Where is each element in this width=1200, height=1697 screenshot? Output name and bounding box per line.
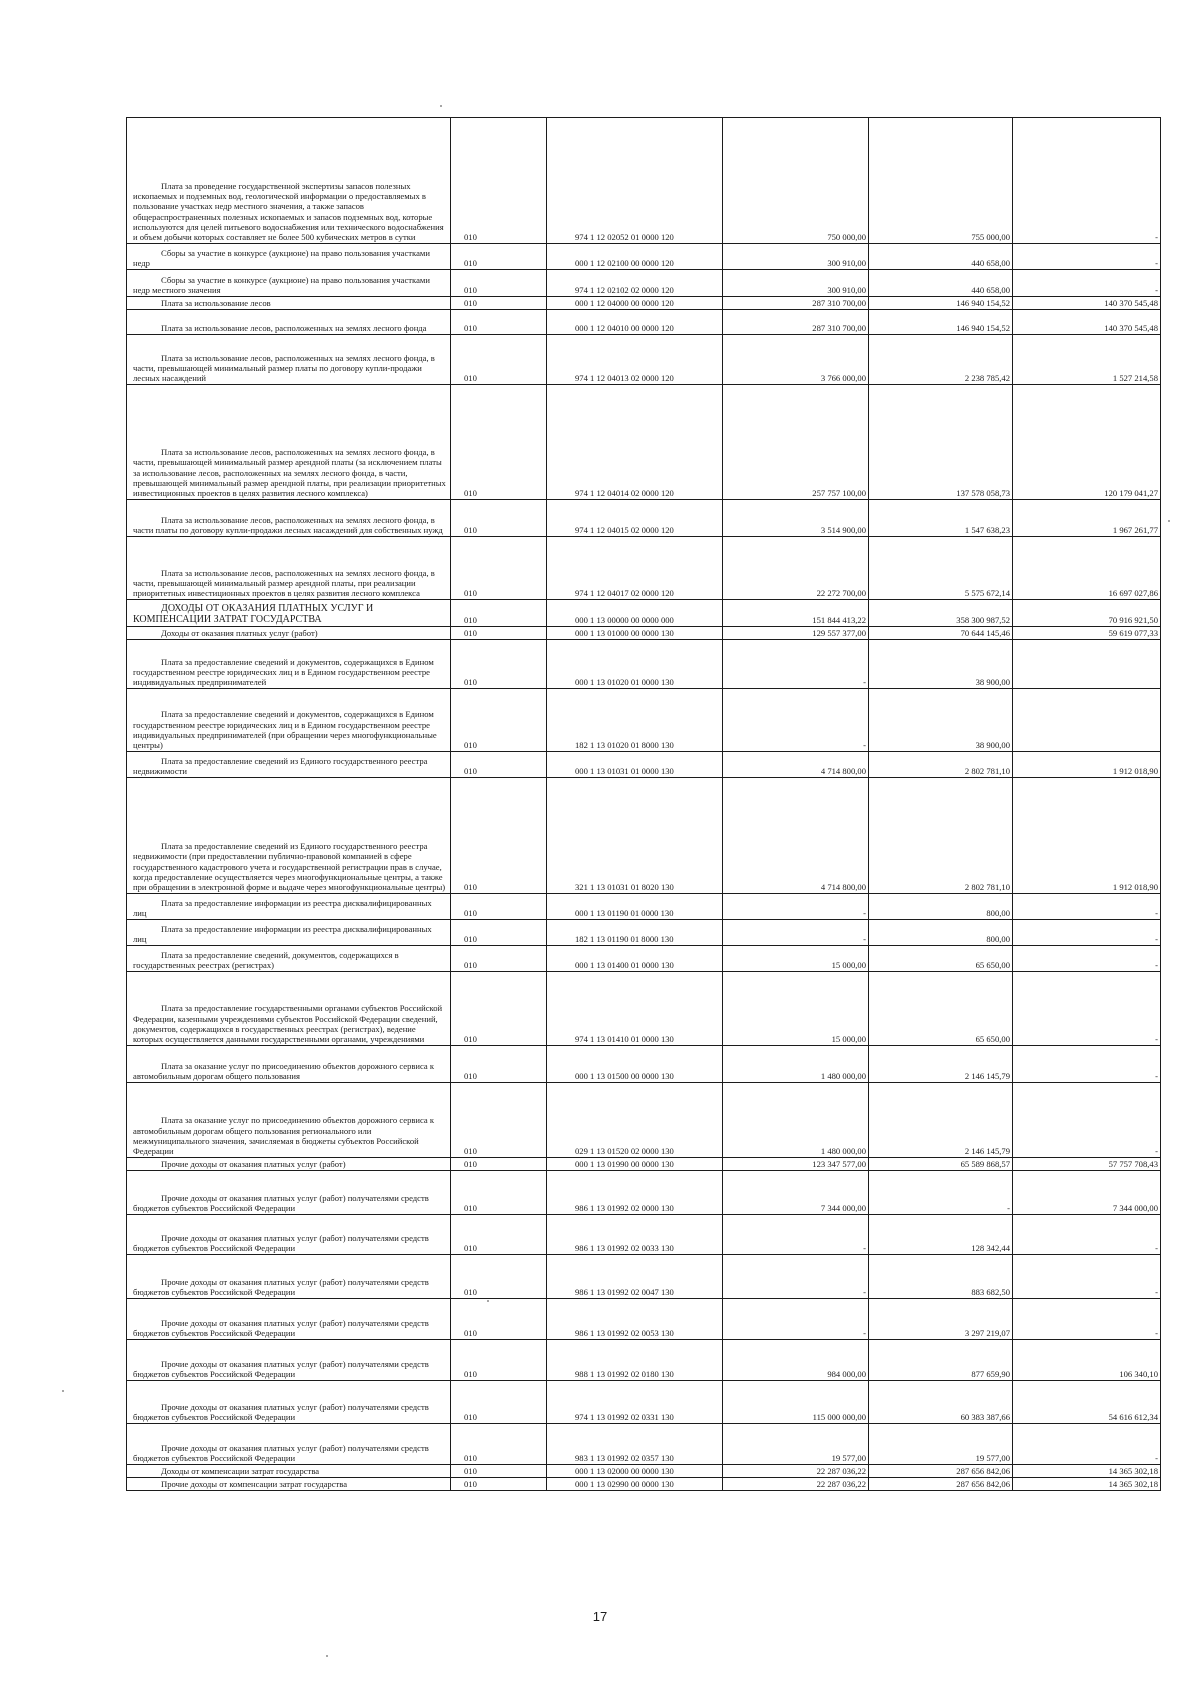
table-row bbox=[127, 1215, 1161, 1255]
table-row bbox=[127, 972, 1161, 1046]
table-row bbox=[127, 1171, 1161, 1215]
table-row bbox=[127, 627, 1161, 640]
unexecuted-amount: - bbox=[1013, 1299, 1161, 1340]
table-row bbox=[127, 500, 1161, 537]
executed-amount: 287 656 842,06 bbox=[869, 1465, 1013, 1478]
budget-classification-code: 986 1 13 01992 02 0000 130 bbox=[547, 1171, 723, 1215]
revenue-description: Прочие доходы от оказания платных услуг (работ) получателями средств бюджетов субъектов Российской Федерации bbox=[127, 1381, 451, 1424]
executed-amount: 2 146 145,79 bbox=[869, 1083, 1013, 1158]
revenue-description: Прочие доходы от оказания платных услуг (работ) bbox=[127, 1158, 451, 1171]
unexecuted-amount: - bbox=[1013, 1083, 1161, 1158]
approved-amount: 287 310 700,00 bbox=[723, 297, 869, 310]
line-code: 010 bbox=[451, 1215, 547, 1255]
unexecuted-amount: 54 616 612,34 bbox=[1013, 1381, 1161, 1424]
line-code: 010 bbox=[451, 1255, 547, 1299]
table-row bbox=[127, 1424, 1161, 1465]
unexecuted-amount: - bbox=[1013, 1424, 1161, 1465]
revenue-description: Плата за использование лесов bbox=[127, 297, 451, 310]
unexecuted-amount: 7 344 000,00 bbox=[1013, 1171, 1161, 1215]
executed-amount: 2 802 781,10 bbox=[869, 778, 1013, 894]
executed-amount: 146 940 154,52 bbox=[869, 297, 1013, 310]
approved-amount: - bbox=[723, 1255, 869, 1299]
table-row bbox=[127, 385, 1161, 500]
approved-amount: 22 287 036,22 bbox=[723, 1465, 869, 1478]
revenue-description: Прочие доходы от оказания платных услуг (работ) получателями средств бюджетов субъектов Российской Федерации bbox=[127, 1299, 451, 1340]
line-code: 010 bbox=[451, 1465, 547, 1478]
line-code: 010 bbox=[451, 1171, 547, 1215]
revenue-description: Плата за предоставление государственными органами субъектов Российской Федерации, казенными учреждениями субъектов Российской Федерации сведений, документов, содержащихся в государственных реестрах (регистрах), ведение которых осуществляется данными государственными органами, учреждениями bbox=[127, 972, 451, 1046]
unexecuted-amount: 1 967 261,77 bbox=[1013, 500, 1161, 537]
budget-classification-code: 000 1 12 04010 00 0000 120 bbox=[547, 310, 723, 335]
budget-classification-code: 974 1 13 01410 01 0000 130 bbox=[547, 972, 723, 1046]
unexecuted-amount: 1 912 018,90 bbox=[1013, 778, 1161, 894]
budget-classification-code: 986 1 13 01992 02 0053 130 bbox=[547, 1299, 723, 1340]
scan-speck bbox=[62, 1390, 64, 1392]
budget-classification-code: 000 1 12 02100 00 0000 120 bbox=[547, 244, 723, 270]
unexecuted-amount: 1 527 214,58 bbox=[1013, 335, 1161, 385]
approved-amount: 7 344 000,00 bbox=[723, 1171, 869, 1215]
approved-amount: 300 910,00 bbox=[723, 244, 869, 270]
line-code: 010 bbox=[451, 1424, 547, 1465]
budget-classification-code: 000 1 13 02000 00 0000 130 bbox=[547, 1465, 723, 1478]
unexecuted-amount bbox=[1013, 640, 1161, 689]
line-code: 010 bbox=[451, 1083, 547, 1158]
table-row bbox=[127, 920, 1161, 946]
budget-classification-code: 000 1 13 01031 01 0000 130 bbox=[547, 752, 723, 778]
line-code: 010 bbox=[451, 500, 547, 537]
line-code: 010 bbox=[451, 1158, 547, 1171]
revenue-table bbox=[126, 117, 1161, 1491]
executed-amount: 38 900,00 bbox=[869, 689, 1013, 752]
line-code: 010 bbox=[451, 270, 547, 297]
executed-amount: - bbox=[869, 1171, 1013, 1215]
line-code: 010 bbox=[451, 1381, 547, 1424]
line-code: 010 bbox=[451, 1478, 547, 1491]
unexecuted-amount: - bbox=[1013, 1255, 1161, 1299]
unexecuted-amount: - bbox=[1013, 920, 1161, 946]
executed-amount: 38 900,00 bbox=[869, 640, 1013, 689]
table-row bbox=[127, 297, 1161, 310]
table-row bbox=[127, 118, 1161, 244]
line-code: 010 bbox=[451, 778, 547, 894]
unexecuted-amount: - bbox=[1013, 270, 1161, 297]
executed-amount: 60 383 387,66 bbox=[869, 1381, 1013, 1424]
table-row bbox=[127, 335, 1161, 385]
approved-amount: 257 757 100,00 bbox=[723, 385, 869, 500]
unexecuted-amount: 59 619 077,33 bbox=[1013, 627, 1161, 640]
line-code: 010 bbox=[451, 1340, 547, 1381]
budget-classification-code: 974 1 12 04013 02 0000 120 bbox=[547, 335, 723, 385]
approved-amount: - bbox=[723, 689, 869, 752]
table-row bbox=[127, 946, 1161, 972]
budget-classification-code: 000 1 12 04000 00 0000 120 bbox=[547, 297, 723, 310]
line-code: 010 bbox=[451, 1046, 547, 1083]
approved-amount: 115 000 000,00 bbox=[723, 1381, 869, 1424]
executed-amount: 3 297 219,07 bbox=[869, 1299, 1013, 1340]
executed-amount: 2 238 785,42 bbox=[869, 335, 1013, 385]
unexecuted-amount: 1 912 018,90 bbox=[1013, 752, 1161, 778]
revenue-description: Плата за использование лесов, расположенных на землях лесного фонда, в части, превышающей минимальный размер арендной платы (за исключением платы за использование лесов, расположенных на землях лесного фонда, в части, превышающей минимальный размер арендной платы, при реализации приоритетных инвестиционных проектов в целях развития лесного комплекса) bbox=[127, 385, 451, 500]
scan-speck bbox=[326, 1655, 328, 1657]
approved-amount: 4 714 800,00 bbox=[723, 752, 869, 778]
table-row bbox=[127, 1465, 1161, 1478]
budget-classification-code: 974 1 12 04014 02 0000 120 bbox=[547, 385, 723, 500]
revenue-table-body bbox=[127, 118, 1161, 1491]
table-row bbox=[127, 1340, 1161, 1381]
table-row bbox=[127, 310, 1161, 335]
table-row bbox=[127, 752, 1161, 778]
executed-amount: 146 940 154,52 bbox=[869, 310, 1013, 335]
executed-amount: 70 644 145,46 bbox=[869, 627, 1013, 640]
revenue-description: Плата за предоставление информации из реестра дисквалифицированных лиц bbox=[127, 920, 451, 946]
revenue-description: Плата за использование лесов, расположенных на землях лесного фонда bbox=[127, 310, 451, 335]
budget-classification-code: 986 1 13 01992 02 0047 130 bbox=[547, 1255, 723, 1299]
revenue-description: Плата за оказание услуг по присоединению объектов дорожного сервиса к автомобильным дорогам общего пользования bbox=[127, 1046, 451, 1083]
executed-amount: 2 802 781,10 bbox=[869, 752, 1013, 778]
executed-amount: 800,00 bbox=[869, 920, 1013, 946]
executed-amount: 65 650,00 bbox=[869, 946, 1013, 972]
approved-amount: - bbox=[723, 894, 869, 920]
table-row bbox=[127, 1046, 1161, 1083]
revenue-description: Плата за предоставление сведений из Единого государственного реестра недвижимости bbox=[127, 752, 451, 778]
budget-classification-code: 029 1 13 01520 02 0000 130 bbox=[547, 1083, 723, 1158]
table-row bbox=[127, 1299, 1161, 1340]
table-row bbox=[127, 244, 1161, 270]
revenue-description: Прочие доходы от оказания платных услуг (работ) получателями средств бюджетов субъектов Российской Федерации bbox=[127, 1340, 451, 1381]
table-row bbox=[127, 778, 1161, 894]
revenue-description: Прочие доходы от оказания платных услуг (работ) получателями средств бюджетов субъектов Российской Федерации bbox=[127, 1171, 451, 1215]
revenue-description: Плата за предоставление сведений, документов, содержащихся в государственных реестрах (регистрах) bbox=[127, 946, 451, 972]
unexecuted-amount: 140 370 545,48 bbox=[1013, 310, 1161, 335]
budget-classification-code: 974 1 12 04015 02 0000 120 bbox=[547, 500, 723, 537]
revenue-description: Плата за проведение государственной экспертизы запасов полезных ископаемых и подземных вод, геологической информации о предоставляемых в пользование участках недр местного значения, а также запасов общераспространенных полезных ископаемых и запасов подземных вод, которые используются для целей питьевого водоснабжения или технического водоснабжения и объем добычи которых составляет не более 500 кубических метров в сутки bbox=[127, 118, 451, 244]
unexecuted-amount: - bbox=[1013, 946, 1161, 972]
budget-classification-code: 974 1 12 02052 01 0000 120 bbox=[547, 118, 723, 244]
approved-amount: 123 347 577,00 bbox=[723, 1158, 869, 1171]
approved-amount: 984 000,00 bbox=[723, 1340, 869, 1381]
approved-amount: 22 287 036,22 bbox=[723, 1478, 869, 1491]
revenue-description: Плата за использование лесов, расположенных на землях лесного фонда, в части платы по договору купли-продажи лесных насаждений для собственных нужд bbox=[127, 500, 451, 537]
table-row bbox=[127, 689, 1161, 752]
approved-amount: 129 557 377,00 bbox=[723, 627, 869, 640]
executed-amount: 440 658,00 bbox=[869, 244, 1013, 270]
executed-amount: 128 342,44 bbox=[869, 1215, 1013, 1255]
unexecuted-amount: - bbox=[1013, 894, 1161, 920]
executed-amount: 877 659,90 bbox=[869, 1340, 1013, 1381]
line-code: 010 bbox=[451, 972, 547, 1046]
approved-amount: 151 844 413,22 bbox=[723, 600, 869, 627]
budget-classification-code: 974 1 12 04017 02 0000 120 bbox=[547, 537, 723, 600]
executed-amount: 19 577,00 bbox=[869, 1424, 1013, 1465]
budget-classification-code: 000 1 13 01020 01 0000 130 bbox=[547, 640, 723, 689]
unexecuted-amount: 70 916 921,50 bbox=[1013, 600, 1161, 627]
scan-speck bbox=[487, 1300, 489, 1302]
table-row bbox=[127, 894, 1161, 920]
revenue-description: Плата за предоставление сведений и документов, содержащихся в Едином государственном реестре юридических лиц и в Едином государственном реестре индивидуальных предпринимателей (при обращении через многофункциональные центры) bbox=[127, 689, 451, 752]
budget-classification-code: 182 1 13 01020 01 8000 130 bbox=[547, 689, 723, 752]
budget-classification-code: 000 1 13 01990 00 0000 130 bbox=[547, 1158, 723, 1171]
line-code: 010 bbox=[451, 689, 547, 752]
scan-speck bbox=[1168, 520, 1170, 522]
approved-amount: 300 910,00 bbox=[723, 270, 869, 297]
table-row bbox=[127, 600, 1161, 627]
line-code: 010 bbox=[451, 244, 547, 270]
executed-amount: 2 146 145,79 bbox=[869, 1046, 1013, 1083]
approved-amount: 1 480 000,00 bbox=[723, 1083, 869, 1158]
budget-classification-code: 974 1 13 01992 02 0331 130 bbox=[547, 1381, 723, 1424]
approved-amount: 3 514 900,00 bbox=[723, 500, 869, 537]
executed-amount: 1 547 638,23 bbox=[869, 500, 1013, 537]
revenue-description: Прочие доходы от компенсации затрат государства bbox=[127, 1478, 451, 1491]
table-row bbox=[127, 537, 1161, 600]
revenue-description: Плата за использование лесов, расположенных на землях лесного фонда, в части, превышающей минимальный размер платы по договору купли-продажи лесных насаждений bbox=[127, 335, 451, 385]
unexecuted-amount: - bbox=[1013, 244, 1161, 270]
line-code: 010 bbox=[451, 640, 547, 689]
table-row bbox=[127, 270, 1161, 297]
approved-amount: 15 000,00 bbox=[723, 972, 869, 1046]
approved-amount: - bbox=[723, 1299, 869, 1340]
budget-classification-code: 000 1 13 02990 00 0000 130 bbox=[547, 1478, 723, 1491]
executed-amount: 137 578 058,73 bbox=[869, 385, 1013, 500]
budget-classification-code: 182 1 13 01190 01 8000 130 bbox=[547, 920, 723, 946]
executed-amount: 800,00 bbox=[869, 894, 1013, 920]
line-code: 010 bbox=[451, 537, 547, 600]
line-code: 010 bbox=[451, 627, 547, 640]
line-code: 010 bbox=[451, 335, 547, 385]
unexecuted-amount: 16 697 027,86 bbox=[1013, 537, 1161, 600]
approved-amount: 15 000,00 bbox=[723, 946, 869, 972]
revenue-description: Плата за оказание услуг по присоединению объектов дорожного сервиса к автомобильным дорогам общего пользования регионального или межмуниципального значения, зачисляемая в бюджеты субъектов Российской Федерации bbox=[127, 1083, 451, 1158]
unexecuted-amount: - bbox=[1013, 118, 1161, 244]
revenue-description: Плата за предоставление сведений из Единого государственного реестра недвижимости (при предоставлении публично-правовой компанией в сфере государственного кадастрового учета и государственной регистрации прав в случае, когда предоставление осуществляется через многофункциональные центры, а также при обращении в электронной форме и выдаче через многофункциональные центры) bbox=[127, 778, 451, 894]
line-code: 010 bbox=[451, 297, 547, 310]
table-row bbox=[127, 640, 1161, 689]
revenue-description: Сборы за участие в конкурсе (аукционе) на право пользования участками недр местного значения bbox=[127, 270, 451, 297]
budget-classification-code: 000 1 13 01400 01 0000 130 bbox=[547, 946, 723, 972]
unexecuted-amount: - bbox=[1013, 1215, 1161, 1255]
unexecuted-amount: 120 179 041,27 bbox=[1013, 385, 1161, 500]
budget-classification-code: 000 1 13 01500 00 0000 130 bbox=[547, 1046, 723, 1083]
executed-amount: 5 575 672,14 bbox=[869, 537, 1013, 600]
executed-amount: 65 589 868,57 bbox=[869, 1158, 1013, 1171]
unexecuted-amount: - bbox=[1013, 972, 1161, 1046]
table-row bbox=[127, 1158, 1161, 1171]
unexecuted-amount: - bbox=[1013, 1046, 1161, 1083]
approved-amount: - bbox=[723, 640, 869, 689]
approved-amount: 750 000,00 bbox=[723, 118, 869, 244]
line-code: 010 bbox=[451, 310, 547, 335]
budget-classification-code: 000 1 13 01190 01 0000 130 bbox=[547, 894, 723, 920]
approved-amount: - bbox=[723, 920, 869, 946]
revenue-description: Доходы от оказания платных услуг (работ) bbox=[127, 627, 451, 640]
page-number: 17 bbox=[592, 1609, 608, 1624]
approved-amount: 287 310 700,00 bbox=[723, 310, 869, 335]
revenue-description: Плата за предоставление сведений и документов, содержащихся в Едином государственном реестре юридических лиц и в Едином государственном реестре индивидуальных предпринимателей bbox=[127, 640, 451, 689]
unexecuted-amount: 14 365 302,18 bbox=[1013, 1478, 1161, 1491]
table-row bbox=[127, 1255, 1161, 1299]
executed-amount: 440 658,00 bbox=[869, 270, 1013, 297]
table-row bbox=[127, 1381, 1161, 1424]
line-code: 010 bbox=[451, 118, 547, 244]
approved-amount: 22 272 700,00 bbox=[723, 537, 869, 600]
revenue-description: Прочие доходы от оказания платных услуг (работ) получателями средств бюджетов субъектов Российской Федерации bbox=[127, 1424, 451, 1465]
unexecuted-amount: 140 370 545,48 bbox=[1013, 297, 1161, 310]
budget-classification-code: 986 1 13 01992 02 0033 130 bbox=[547, 1215, 723, 1255]
unexecuted-amount bbox=[1013, 689, 1161, 752]
revenue-description: ДОХОДЫ ОТ ОКАЗАНИЯ ПЛАТНЫХ УСЛУГ И КОМПЕНСАЦИИ ЗАТРАТ ГОСУДАРСТВА bbox=[127, 600, 451, 627]
line-code: 010 bbox=[451, 752, 547, 778]
revenue-description: Сборы за участие в конкурсе (аукционе) на право пользования участками недр bbox=[127, 244, 451, 270]
revenue-description: Плата за использование лесов, расположенных на землях лесного фонда, в части, превышающей минимальный размер арендной платы, при реализации приоритетных инвестиционных проектов в целях развития лесного комплекса bbox=[127, 537, 451, 600]
executed-amount: 358 300 987,52 bbox=[869, 600, 1013, 627]
approved-amount: - bbox=[723, 1215, 869, 1255]
revenue-description: Прочие доходы от оказания платных услуг (работ) получателями средств бюджетов субъектов Российской Федерации bbox=[127, 1255, 451, 1299]
approved-amount: 1 480 000,00 bbox=[723, 1046, 869, 1083]
table-row bbox=[127, 1083, 1161, 1158]
budget-classification-code: 983 1 13 01992 02 0357 130 bbox=[547, 1424, 723, 1465]
approved-amount: 19 577,00 bbox=[723, 1424, 869, 1465]
scan-speck bbox=[440, 105, 442, 107]
budget-classification-code: 321 1 13 01031 01 8020 130 bbox=[547, 778, 723, 894]
revenue-description: Плата за предоставление информации из реестра дисквалифицированных лиц bbox=[127, 894, 451, 920]
unexecuted-amount: 57 757 708,43 bbox=[1013, 1158, 1161, 1171]
executed-amount: 65 650,00 bbox=[869, 972, 1013, 1046]
line-code: 010 bbox=[451, 946, 547, 972]
budget-classification-code: 000 1 13 00000 00 0000 000 bbox=[547, 600, 723, 627]
line-code: 010 bbox=[451, 894, 547, 920]
unexecuted-amount: 14 365 302,18 bbox=[1013, 1465, 1161, 1478]
executed-amount: 883 682,50 bbox=[869, 1255, 1013, 1299]
executed-amount: 755 000,00 bbox=[869, 118, 1013, 244]
line-code: 010 bbox=[451, 385, 547, 500]
line-code: 010 bbox=[451, 600, 547, 627]
line-code: 010 bbox=[451, 920, 547, 946]
revenue-description: Доходы от компенсации затрат государства bbox=[127, 1465, 451, 1478]
executed-amount: 287 656 842,06 bbox=[869, 1478, 1013, 1491]
revenue-description: Прочие доходы от оказания платных услуг (работ) получателями средств бюджетов субъектов Российской Федерации bbox=[127, 1215, 451, 1255]
budget-classification-code: 988 1 13 01992 02 0180 130 bbox=[547, 1340, 723, 1381]
budget-classification-code: 000 1 13 01000 00 0000 130 bbox=[547, 627, 723, 640]
approved-amount: 4 714 800,00 bbox=[723, 778, 869, 894]
budget-classification-code: 974 1 12 02102 02 0000 120 bbox=[547, 270, 723, 297]
line-code: 010 bbox=[451, 1299, 547, 1340]
approved-amount: 3 766 000,00 bbox=[723, 335, 869, 385]
unexecuted-amount: 106 340,10 bbox=[1013, 1340, 1161, 1381]
table-row bbox=[127, 1478, 1161, 1491]
